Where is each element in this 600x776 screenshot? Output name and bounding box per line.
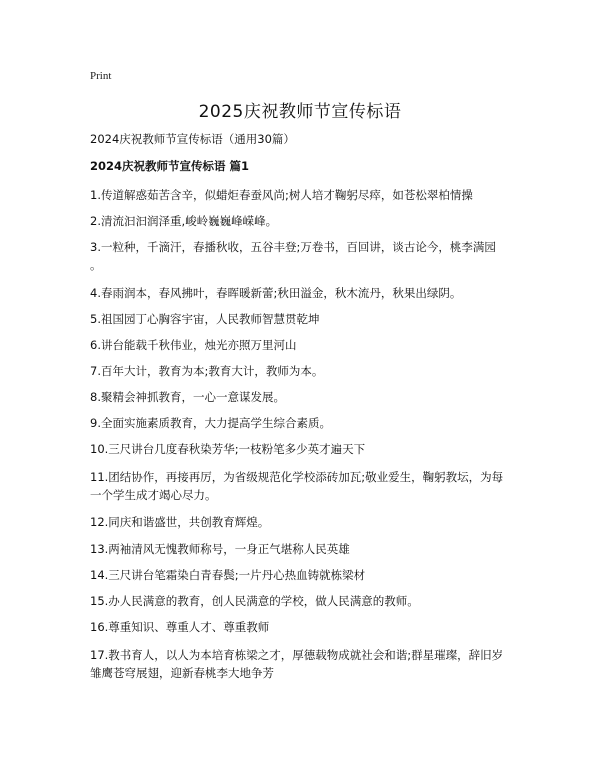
- slogan-item: 4.春雨润本，春风拂叶，春晖暖新蕾;秋田溢金，秋木流丹，秋果出绿阴。: [90, 286, 462, 300]
- slogan-item: 11.团结协作，再接再厉，为省级规范化学校添砖加瓦;敬业爱生，鞠躬教坛，为每 一个学生成才竭心尽力。: [90, 470, 504, 502]
- slogan-item: 1.传道解惑茹苦含辛，似蜡炬春蚕风尚;树人培才鞠躬尽瘁，如苍松翠柏情操: [90, 188, 473, 202]
- slogan-item: 10.三尺讲台几度春秋染芳华;一枝粉笔多少英才遍天下: [90, 442, 366, 456]
- slogan-item: 3.一粒种，千滴汗，春播秋收，五谷丰登;万卷书，百回讲，谈古论今，桃李满园 。: [90, 240, 496, 272]
- slogan-item: 6.讲台能载千秋伟业，烛光亦照万里河山: [90, 338, 297, 352]
- slogan-item: 2.清流汩汩润泽重,峻岭巍巍峰嵘峰。: [90, 214, 278, 228]
- page-title: 2025庆祝教师节宣传标语: [198, 102, 402, 122]
- slogan-item: 7.百年大计，教育为本;教育大计，教师为本。: [90, 364, 324, 378]
- slogan-item: 5.祖国园丁心胸容宇宙，人民教师智慧贯乾坤: [90, 312, 320, 326]
- slogan-item: 8.聚精会神抓教育，一心一意谋发展。: [90, 390, 285, 404]
- slogan-item: 12.同庆和谐盛世，共创教育辉煌。: [90, 515, 270, 529]
- section-heading: 2024庆祝教师节宣传标语 篇1: [90, 159, 250, 173]
- slogan-item: 9.全面实施素质教育，大力提高学生综合素质。: [90, 416, 331, 430]
- slogan-item: 17.教书育人，以人为本培育栋梁之才，厚德载物成就社会和谐;群星璀璨，辞旧岁 雏鹰苍穹展翅，迎新春桃李大地争芳: [90, 648, 504, 680]
- document-subtitle: 2024庆祝教师节宣传标语（通用30篇）: [90, 132, 295, 146]
- slogan-item: 15.办人民满意的教育，创人民满意的学校，做人民满意的教师。: [90, 594, 419, 608]
- slogan-item: 16.尊重知识、尊重人才、尊重教师: [90, 620, 270, 634]
- slogan-item: 13.两袖清风无愧教师称号，一身正气堪称人民英雄: [90, 542, 350, 556]
- print-label: Print: [90, 70, 112, 82]
- slogan-item: 14.三尺讲台笔霜染白青春鬓;一片丹心热血铸就栋梁材: [90, 568, 366, 582]
